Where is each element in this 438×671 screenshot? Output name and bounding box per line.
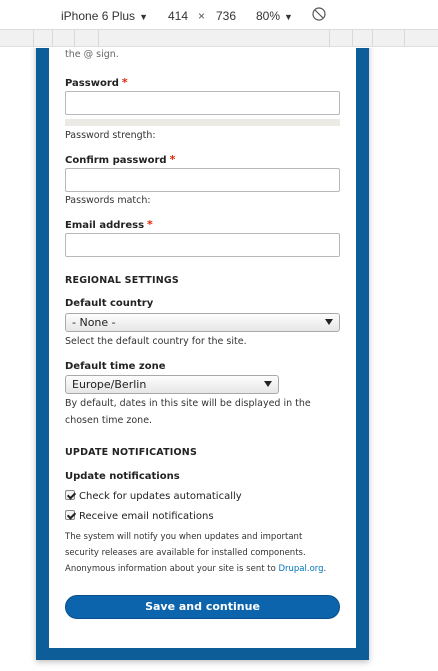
ruler-tick: [404, 30, 405, 47]
ruler-tick: [372, 30, 373, 47]
check-updates-label: Check for updates automatically: [79, 491, 242, 502]
chevron-down-icon: [264, 381, 272, 387]
update-note-line3: Anonymous information about your site is sent to Drupal.org.: [65, 564, 327, 574]
clipped-description: the @ sign.: [65, 49, 119, 60]
dimension-separator: ×: [198, 9, 206, 23]
install-form: [49, 48, 356, 648]
ruler-tick: [52, 30, 53, 47]
drupal-org-link[interactable]: Drupal.org: [278, 564, 324, 574]
ruler-tick: [74, 30, 75, 47]
email-label: Email address *: [65, 218, 153, 231]
timezone-description-line2: chosen time zone.: [65, 415, 153, 426]
confirm-password-input[interactable]: [65, 168, 340, 192]
ruler-tick: [98, 30, 99, 47]
default-country-label: Default country: [65, 298, 154, 309]
zoom-select[interactable]: 80% ▼: [256, 9, 293, 23]
email-notifications-label: Receive email notifications: [79, 511, 214, 522]
password-label: Password *: [65, 76, 128, 89]
password-strength-text: Password strength:: [65, 130, 156, 141]
height-field[interactable]: 736: [216, 9, 237, 23]
ruler-tick: [329, 30, 330, 47]
default-country-description: Select the default country for the site.: [65, 336, 247, 347]
ruler-tick: [352, 30, 353, 47]
ruler-tick: [33, 30, 34, 47]
required-marker: *: [147, 218, 153, 231]
password-strength-bar: [65, 119, 340, 126]
default-timezone-select[interactable]: [65, 375, 279, 394]
password-input[interactable]: [65, 91, 340, 115]
timezone-description-line1: By default, dates in this site will be displayed in the: [65, 398, 311, 409]
save-and-continue-button[interactable]: Save and continue: [65, 595, 340, 619]
default-country-select[interactable]: [65, 313, 340, 332]
rotate-icon[interactable]: [311, 6, 327, 25]
check-updates-option[interactable]: [65, 490, 242, 502]
width-field[interactable]: 414: [168, 9, 189, 23]
email-input[interactable]: [65, 233, 340, 257]
device-toolbar: [0, 0, 438, 30]
passwords-match-text: Passwords match:: [65, 195, 151, 206]
default-timezone-label: Default time zone: [65, 361, 166, 372]
update-notifications-heading: UPDATE NOTIFICATIONS: [65, 447, 197, 458]
chevron-down-icon: [325, 319, 333, 325]
check-updates-checkbox[interactable]: [65, 490, 75, 500]
required-marker: *: [121, 76, 128, 89]
confirm-password-label: Confirm password *: [65, 153, 176, 166]
update-note-line1: The system will notify you when updates and important: [65, 532, 303, 542]
page-viewport: [0, 48, 438, 671]
media-query-ruler: [0, 30, 438, 47]
email-notifications-option[interactable]: [65, 510, 214, 522]
device-select[interactable]: iPhone 6 Plus ▼: [61, 9, 148, 23]
page-frame: [36, 48, 369, 660]
update-notifications-label: Update notifications: [65, 471, 180, 482]
regional-settings-heading: REGIONAL SETTINGS: [65, 275, 179, 286]
email-notifications-checkbox[interactable]: [65, 510, 75, 520]
default-timezone-value: Europe/Berlin: [72, 378, 147, 391]
required-marker: *: [169, 153, 176, 166]
default-country-value: - None -: [72, 316, 116, 329]
update-note-line2: security releases are available for installed components.: [65, 548, 306, 558]
